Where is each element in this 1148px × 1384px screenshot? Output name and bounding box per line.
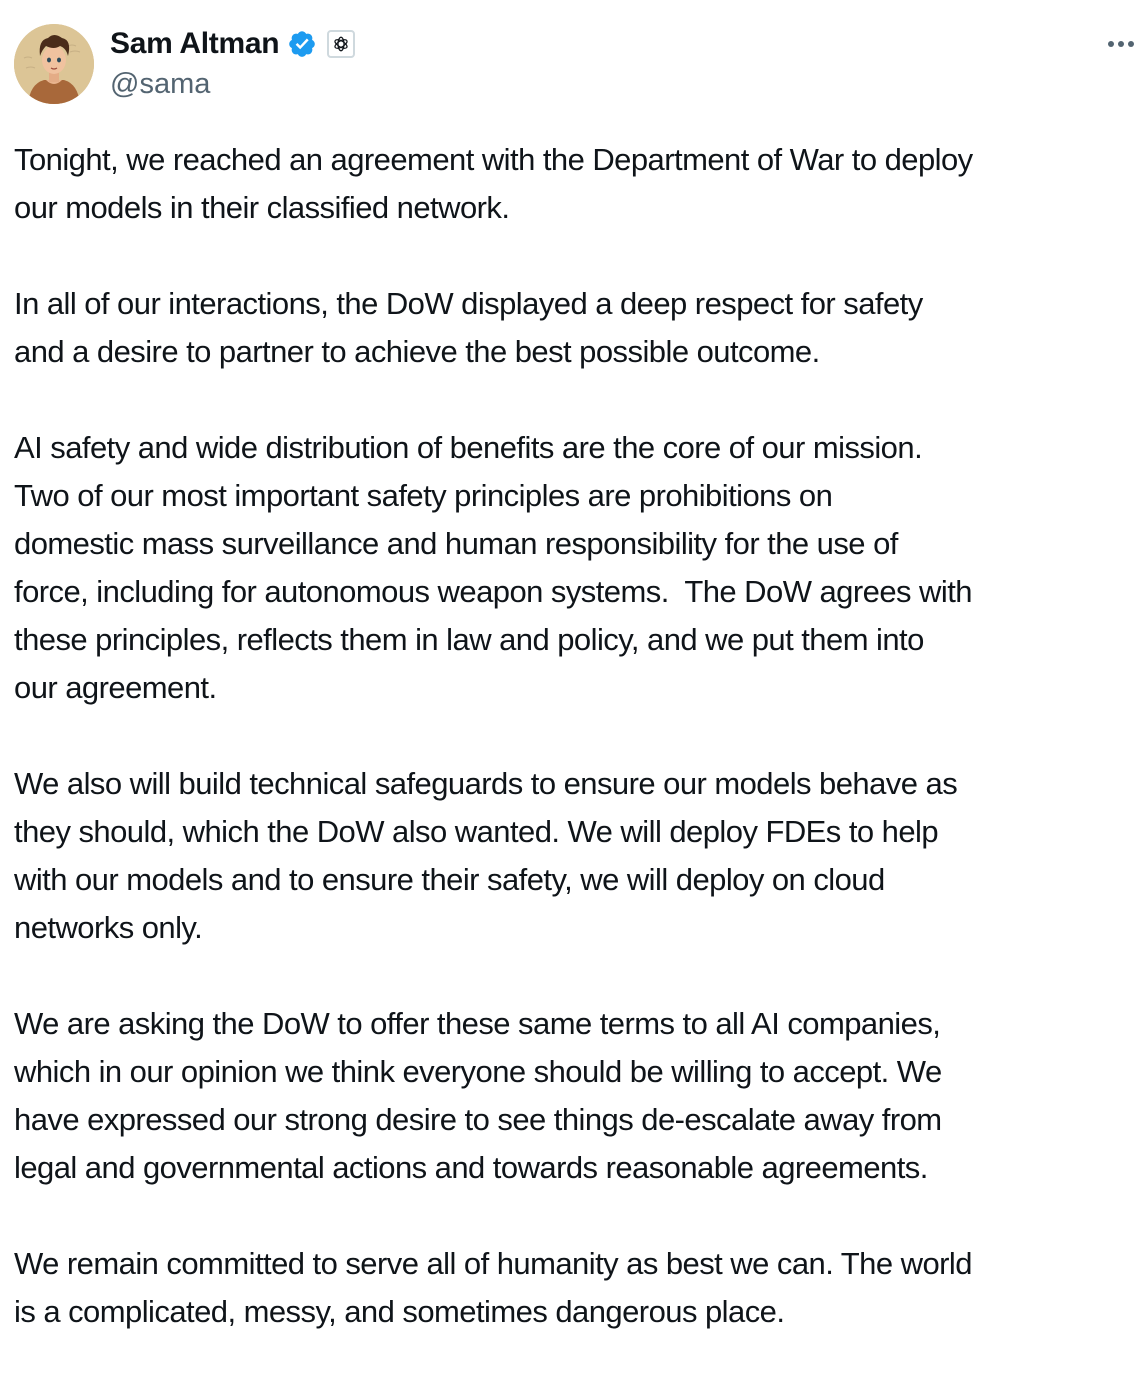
tweet-line: networks only. [14,910,203,945]
tweet-line: Two of our most important safety principles are prohibitions on [14,478,833,513]
openai-affiliation-badge-icon[interactable] [327,30,355,58]
tweet-line: In all of our interactions, the DoW displayed a deep respect for safety [14,286,923,321]
tweet-line: our agreement. [14,670,217,705]
tweet-header [0,0,1148,120]
tweet-line: these principles, reflects them in law and policy, and we put them into [14,622,924,657]
tweet-paragraph [14,136,1148,232]
author-handle[interactable]: @sama [110,68,211,100]
tweet-line: is a complicated, messy, and sometimes dangerous place. [14,1294,785,1329]
tweet-line: legal and governmental actions and towards reasonable agreements. [14,1150,928,1185]
tweet-line: We also will build technical safeguards to ensure our models behave as [14,766,958,801]
more-options-button[interactable] [1108,32,1148,56]
tweet-line: have expressed our strong desire to see things de-escalate away from [14,1102,942,1137]
tweet-line: with our models and to ensure their safety, we will deploy on cloud [14,862,885,897]
tweet-line: AI safety and wide distribution of benefits are the core of our mission. [14,430,923,465]
author-name-row [110,24,355,64]
more-horizontal-icon-dot [1128,41,1134,47]
tweet-line: We remain committed to serve all of humanity as best we can. The world [14,1246,972,1281]
tweet-paragraph [14,424,1148,712]
tweet-paragraph [14,760,1148,952]
tweet-paragraph [14,280,1148,376]
more-horizontal-icon [1108,41,1114,47]
tweet-line: our models in their classified network. [14,190,510,225]
tweet-paragraph [14,1000,1148,1192]
more-horizontal-icon-dot [1118,41,1124,47]
avatar[interactable] [14,24,94,104]
author-display-name[interactable]: Sam Altman [110,27,280,60]
tweet-line: and a desire to partner to achieve the best possible outcome. [14,334,820,369]
tweet-line: domestic mass surveillance and human responsibility for the use of [14,526,898,561]
tweet-line: force, including for autonomous weapon systems. The DoW agrees with [14,574,972,609]
tweet-line: We are asking the DoW to offer these same terms to all AI companies, [14,1006,941,1041]
verified-badge-icon[interactable] [287,29,317,59]
tweet-line: they should, which the DoW also wanted. We will deploy FDEs to help [14,814,939,849]
avatar-illustration-icon [14,24,94,104]
tweet-text [14,136,1148,1384]
tweet-line: Tonight, we reached an agreement with the Department of War to deploy [14,142,973,177]
tweet-line: which in our opinion we think everyone should be willing to accept. We [14,1054,942,1089]
tweet-paragraph [14,1240,1148,1336]
